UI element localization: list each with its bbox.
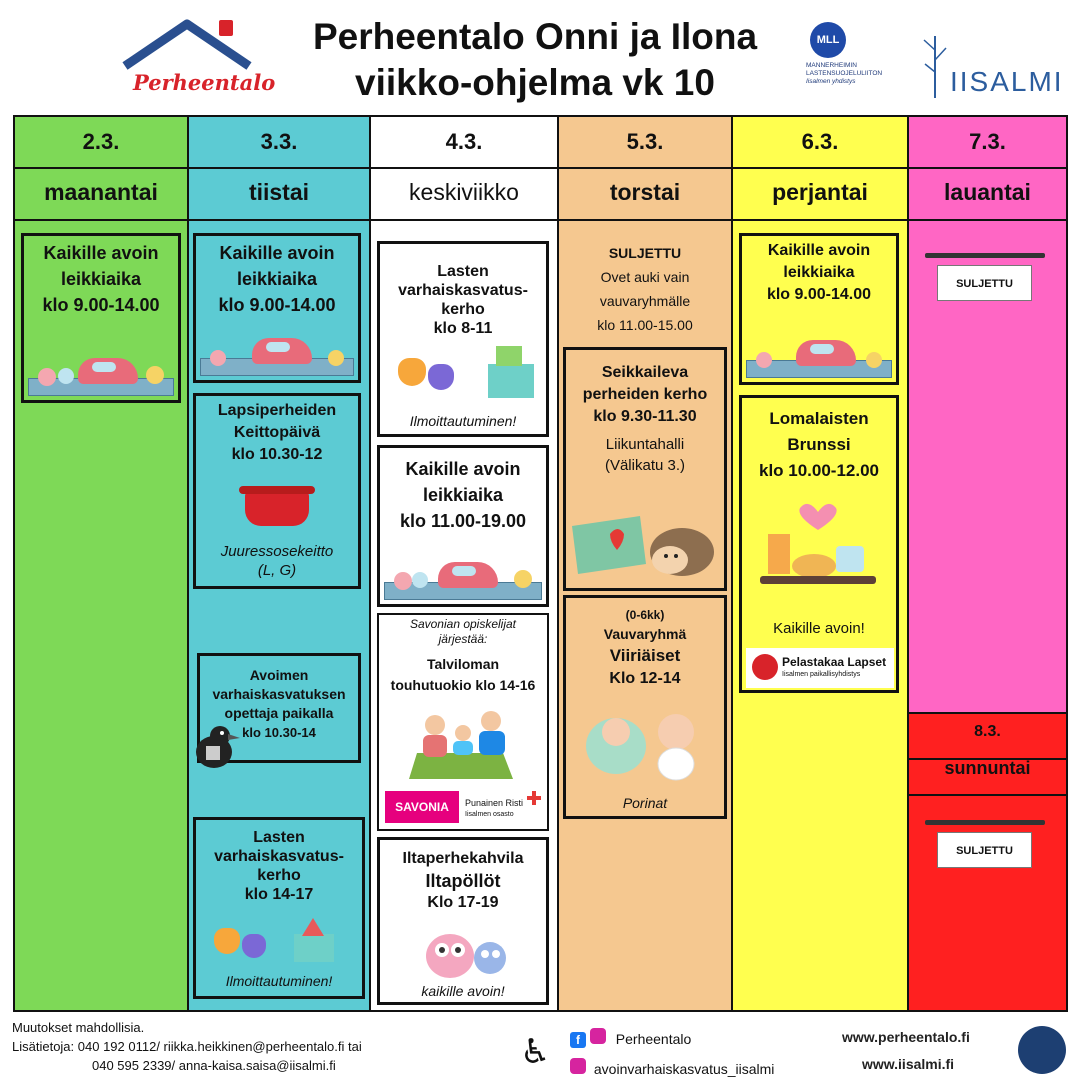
accessibility-icon: ♿: [520, 1033, 551, 1071]
toy-box-icon: [384, 550, 542, 600]
title-line-1: Perheentalo Onni ja Ilona: [312, 16, 758, 57]
page-title: [270, 14, 800, 106]
day-name: sunnuntai: [909, 758, 1066, 796]
day-date: 4.3.: [371, 117, 557, 169]
event-closed-thursday: SULJETTU Ovet auki vain vauvaryhmälle klo 11.00-15.00: [597, 245, 693, 333]
day-name: tiistai: [189, 169, 369, 221]
day-name: keskiviikko: [371, 169, 557, 221]
house-roof-icon: [115, 14, 260, 74]
perheentalo-logo: [115, 14, 276, 104]
event-open-play-tuesday: Kaikille avoin leikkiaika klo 9.00-14.00: [193, 233, 361, 383]
day-date: 7.3.: [909, 117, 1066, 169]
map-hedgehog-icon: [570, 514, 720, 580]
savonia-logo: SAVONIA: [385, 791, 459, 823]
mll-subtext: Iisalmen yhdistys: [806, 78, 856, 85]
web-links: [842, 1024, 970, 1078]
day-name: torstai: [559, 169, 731, 221]
day-name: perjantai: [733, 169, 907, 221]
day-column-monday: [13, 115, 189, 1012]
mll-circle-icon: MLL: [810, 22, 846, 58]
title-line-2: viikko-ohjelma vk 10: [355, 62, 715, 103]
event-teacher-present: Avoimen varhaiskasvatuksen opettaja paikalla klo 10.30-14: [197, 653, 361, 763]
toy-box-icon: [28, 344, 174, 396]
iisalmi-logo: [918, 30, 1063, 100]
day-date: 5.3.: [559, 117, 731, 169]
mll-logo: [806, 22, 896, 102]
perheentalo-logo-text: Perheentalo: [133, 70, 276, 95]
day-column-saturday: [907, 115, 1068, 714]
day-name: maanantai: [15, 169, 187, 221]
event-evening-cafe: Iltaperhekahvila Iltapöllöt Klo 17-19 kaikille avoin!: [377, 837, 549, 1005]
facebook-icon: f: [570, 1032, 586, 1048]
day-column-thursday: [557, 115, 733, 1012]
day-date: 8.3.: [909, 714, 1066, 760]
iisalmi-seal-icon: [1018, 1026, 1066, 1074]
day-date: 6.3.: [733, 117, 907, 169]
closed-sign-saturday: SULJETTU: [909, 227, 1069, 317]
footer: [0, 1012, 1080, 1080]
weekly-schedule-grid: [13, 115, 1068, 1012]
perheentalo-website-link[interactable]: www.perheentalo.fi: [842, 1029, 970, 1045]
red-cross-logo: Punainen Risti Iisalmen osasto: [465, 791, 545, 825]
day-column-tuesday: [187, 115, 371, 1012]
event-kids-club-tuesday: Lasten varhaiskasvatus- kerho klo 14-17 Ilmoittautuminen!: [193, 817, 365, 999]
header: [0, 0, 1080, 115]
day-column-sunday: [907, 712, 1068, 1012]
day-column-friday: [731, 115, 909, 1012]
closed-sign-sunday: SULJETTU: [909, 794, 1069, 884]
instagram-icon: [590, 1028, 606, 1044]
event-holiday-brunch: Lomalaisten Brunssi klo 10.00-12.00 Kaikille avoin! Pelastakaa Lapset Iisalmen paikallisyhdistys: [739, 395, 899, 693]
toy-box-icon: [746, 330, 892, 378]
iisalmi-website-link[interactable]: www.iisalmi.fi: [862, 1056, 955, 1072]
social-links: [570, 1024, 774, 1080]
mll-text: MANNERHEIMIN LASTENSUOJELULIITON: [806, 62, 883, 77]
raven-puppet-icon: [184, 718, 244, 778]
family-boardgame-icon: [407, 703, 517, 779]
brunch-tray-icon: [758, 494, 878, 590]
iisalmi-logo-text: IISALMI: [950, 66, 1064, 97]
event-baby-group: (0-6kk) Vauvaryhmä Viiriäiset Klo 12-14 Porinat: [563, 595, 727, 819]
soup-pot-icon: [245, 492, 309, 526]
event-open-play-friday: Kaikille avoin leikkiaika klo 9.00-14.00: [739, 233, 899, 385]
day-date: 2.3.: [15, 117, 187, 169]
pelastakaa-lapset-logo: Pelastakaa Lapset Iisalmen paikallisyhdistys: [746, 648, 894, 688]
instagram-link[interactable]: avoinvarhaiskasvatus_iisalmi: [570, 1054, 774, 1080]
owls-icon: [410, 926, 520, 982]
day-date: 3.3.: [189, 117, 369, 169]
event-adventure-club: Seikkaileva perheiden kerho klo 9.30-11.30 Liikuntahalli (Välikatu 3.): [563, 347, 727, 591]
event-savonia-activity: Savonian opiskelijat järjestää: Talviloman touhutuokio klo 14-16 SAVONIA Punainen Risti Iisalmen osasto: [377, 613, 549, 831]
instagram-icon: [570, 1058, 586, 1074]
facebook-instagram-link[interactable]: f Perheentalo: [570, 1024, 774, 1054]
iisalmi-tree-icon: [920, 30, 950, 100]
babies-icon: [576, 702, 716, 782]
event-soup-day: Lapsiperheiden Keittopäivä klo 10.30-12 Juuressosekeitto (L, G): [193, 393, 361, 589]
event-kids-club-wednesday: Lasten varhaiskasvatus- kerho klo 8-11 Ilmoittautuminen!: [377, 241, 549, 437]
day-column-wednesday: [369, 115, 559, 1012]
event-open-play-monday: Kaikille avoin leikkiaika klo 9.00-14.00: [21, 233, 181, 403]
red-cross-icon: [527, 791, 541, 805]
day-name: lauantai: [909, 169, 1066, 221]
hands-blocks-icon: [214, 918, 344, 962]
toy-box-icon: [200, 332, 354, 376]
contact-info: Muutokset mahdollisia. Lisätietoja: 040 192 0112/ riikka.heikkinen@perheentalo.fi tai 040 595 2339/ anna-kaisa.saisa@iisalmi.fi: [12, 1020, 362, 1073]
hands-blocks-icon: [398, 346, 538, 398]
save-children-icon: [752, 654, 778, 680]
event-open-play-wednesday: Kaikille avoin leikkiaika klo 11.00-19.00: [377, 445, 549, 607]
